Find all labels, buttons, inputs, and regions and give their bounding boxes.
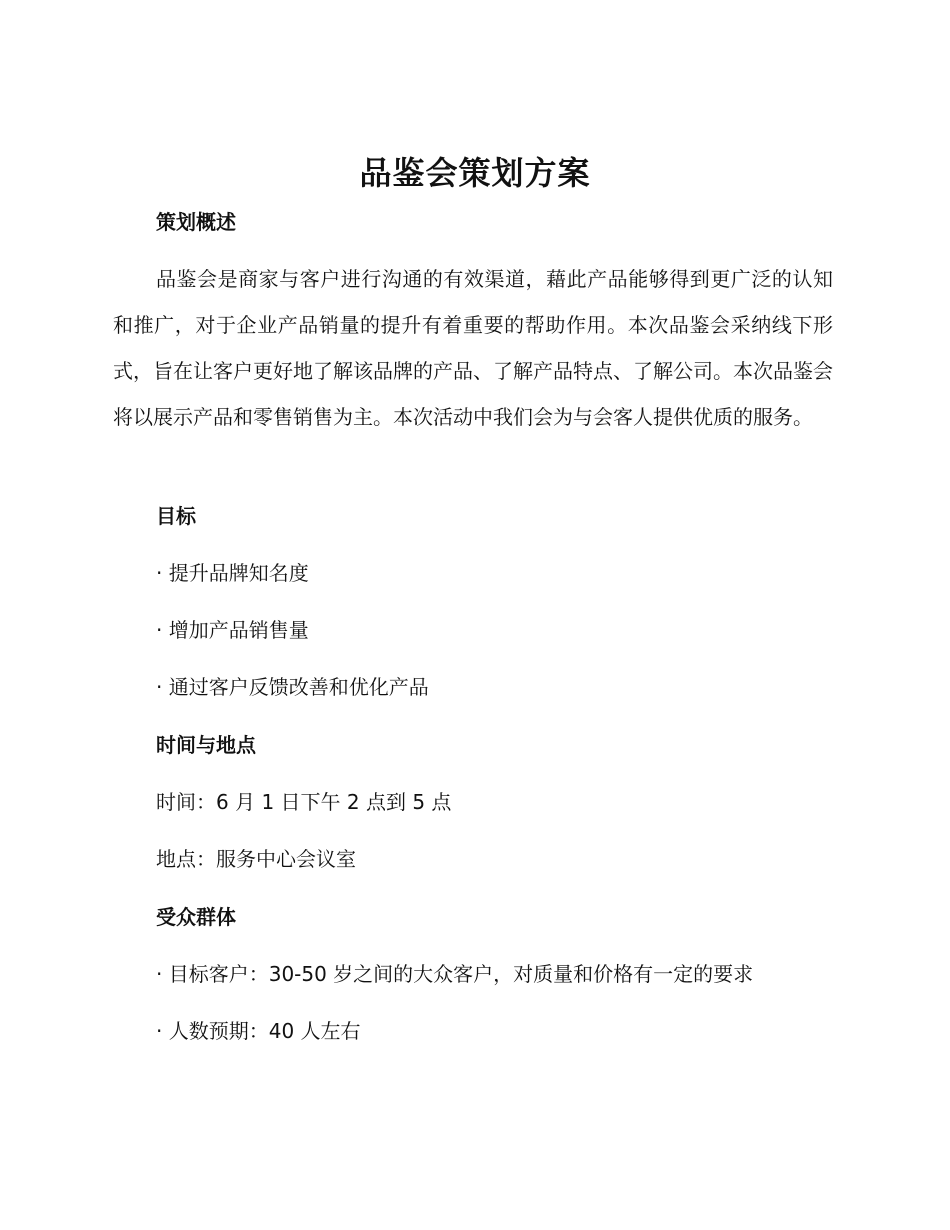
section-heading-audience: 受众群体 [156,905,236,929]
audience-item: · 人数预期：40 人左右 [156,1019,361,1043]
goal-item: · 通过客户反馈改善和优化产品 [156,675,429,699]
section-heading-time-place: 时间与地点 [156,733,256,757]
place-line: 地点：服务中心会议室 [156,847,356,871]
audience-item: · 目标客户：30-50 岁之间的大众客户，对质量和价格有一定的要求 [156,962,754,986]
overview-paragraph: 品鉴会是商家与客户进行沟通的有效渠道，藉此产品能够得到更广泛的认知和推广，对于企业产品销量的提升有着重要的帮助作用。本次品鉴会采纳线下形式，旨在让客户更好地了解该品牌的产品、了解产品特点、了解公司。本次品鉴会将以展示产品和零售销售为主。本次活动中我们会为与会客人提供优质的服务。 [113,267,833,429]
goal-item: · 提升品牌知名度 [156,561,309,585]
time-line: 时间：6 月 1 日下午 2 点到 5 点 [156,790,452,814]
goal-item: · 增加产品销售量 [156,618,309,642]
document-title: 品鉴会策划方案 [359,154,591,192]
section-heading-goals: 目标 [156,504,196,528]
section-heading-overview: 策划概述 [156,210,236,234]
